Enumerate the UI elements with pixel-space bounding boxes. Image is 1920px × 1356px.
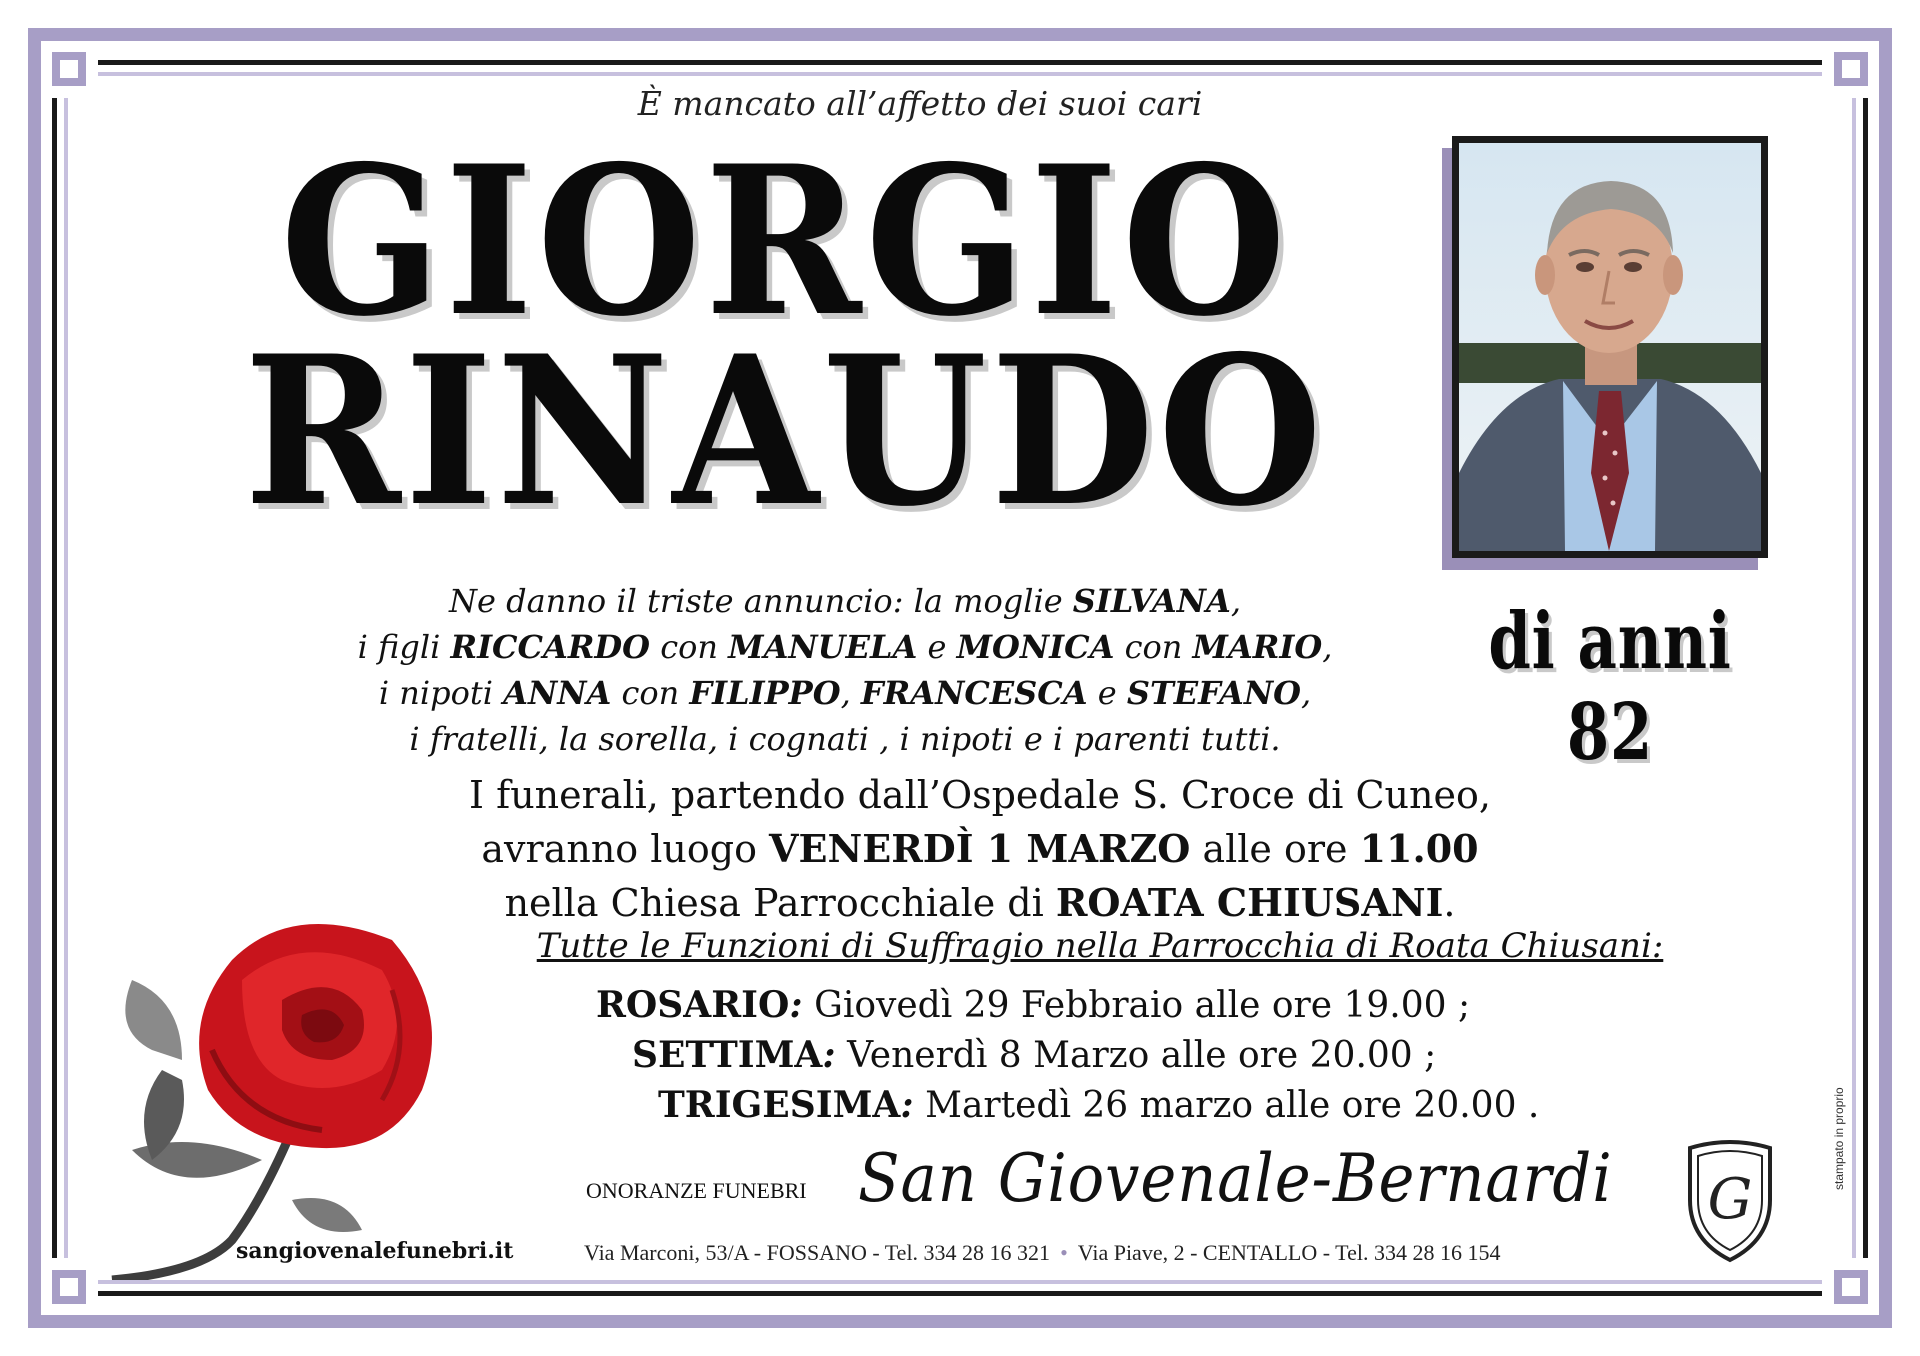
rite-colon: : [822,1034,836,1076]
family-text: con [611,674,690,712]
rite-text: Giovedì 29 Febbraio alle ore 19.00 ; [802,985,1471,1026]
funeral-text: avranno luogo [481,827,770,871]
family-text: , [1300,674,1312,712]
company-name: San Giovenale-Bernardi [858,1140,1613,1217]
age-text: di anni 82 [1488,596,1732,778]
rite-name: ROSARIO [596,984,790,1026]
rite-colon: : [900,1084,914,1126]
funeral-text: . [1443,881,1456,925]
rite-trigesima [658,1084,1539,1126]
family-text: Ne danno il triste annuncio: la moglie [449,582,1073,620]
family-name-bold: STEFANO [1126,674,1301,712]
family-line-2 [330,624,1360,670]
family-name-bold: ANNA [503,674,612,712]
family-text: con [650,628,729,666]
family-announcement [330,578,1360,762]
family-name-bold: SILVANA [1072,582,1231,620]
family-text: e [917,628,957,666]
website-link[interactable]: sangiovenalefunebri.it [236,1238,514,1264]
family-name-bold: RICCARDO [450,628,651,666]
rites-title: Tutte le Funzioni di Suffragio nella Parrocchia di Roata Chiusani: [536,926,1664,966]
funeral-info [380,768,1580,930]
family-name-bold: FRANCESCA [860,674,1088,712]
family-name-bold: MARIO [1192,628,1323,666]
rite-colon: : [789,984,803,1026]
family-line-3 [330,670,1360,716]
funeral-line-1: I funerali, partendo dall’Ospedale S. Croce di Cuneo, [469,773,1491,817]
rite-rosario [596,984,1470,1026]
family-text: , [840,674,861,712]
shield-crest-icon [1682,1136,1778,1264]
printed-note: stampato in proprio [1832,1087,1846,1190]
deceased-first-name: GIORGIO [280,122,1290,362]
family-text: , [1322,628,1333,666]
deceased-last-name: RINAUDO [244,312,1326,552]
corner-square-bottom-left [52,1270,86,1304]
red-rose-image [92,900,452,1280]
address-separator: • [1060,1240,1068,1265]
family-text: i nipoti [378,674,504,712]
funeral-line-2 [380,822,1580,876]
family-text: e [1087,674,1127,712]
funeral-text: nella Chiesa Parrocchiale di [504,881,1056,925]
family-text: i figli [357,628,451,666]
rite-text: Martedì 26 marzo alle ore 20.00 . [913,1085,1540,1126]
funeral-time: 11.00 [1359,826,1479,871]
onoranze-label: ONORANZE FUNEBRI [586,1178,807,1203]
family-text: con [1114,628,1193,666]
funeral-date: VENERDÌ 1 MARZO [769,826,1191,871]
portrait-photo [1452,136,1768,558]
family-name-bold: MANUELA [728,628,918,666]
corner-square-top-right [1834,52,1868,86]
family-line-1 [330,578,1360,624]
family-name-bold: FILIPPO [689,674,841,712]
rite-name: TRIGESIMA [658,1084,901,1126]
address-fossano: Via Marconi, 53/A - FOSSANO - Tel. 334 28 16 321 [584,1240,1051,1265]
funeral-text: alle ore [1190,827,1360,871]
intro-text: È mancato all’affetto dei suoi cari [637,84,1203,123]
family-line-4: i fratelli, la sorella, i cognati , i nipoti e i parenti tutti. [409,720,1281,758]
funeral-line-3 [380,876,1580,930]
family-name-bold: MONICA [956,628,1115,666]
rite-settima [632,1034,1436,1076]
corner-square-bottom-right [1834,1270,1868,1304]
funeral-place: ROATA CHIUSANI [1055,880,1444,925]
address-centallo: Via Piave, 2 - CENTALLO - Tel. 334 28 16 154 [1077,1240,1501,1265]
corner-square-top-left [52,52,86,86]
crest-letter: G [1707,1167,1753,1232]
rite-text: Venerdì 8 Marzo alle ore 20.00 ; [835,1035,1437,1076]
portrait-illustration [1459,143,1761,551]
family-text: , [1230,582,1241,620]
address-line [584,1240,1500,1266]
rite-name: SETTIMA [632,1034,823,1076]
